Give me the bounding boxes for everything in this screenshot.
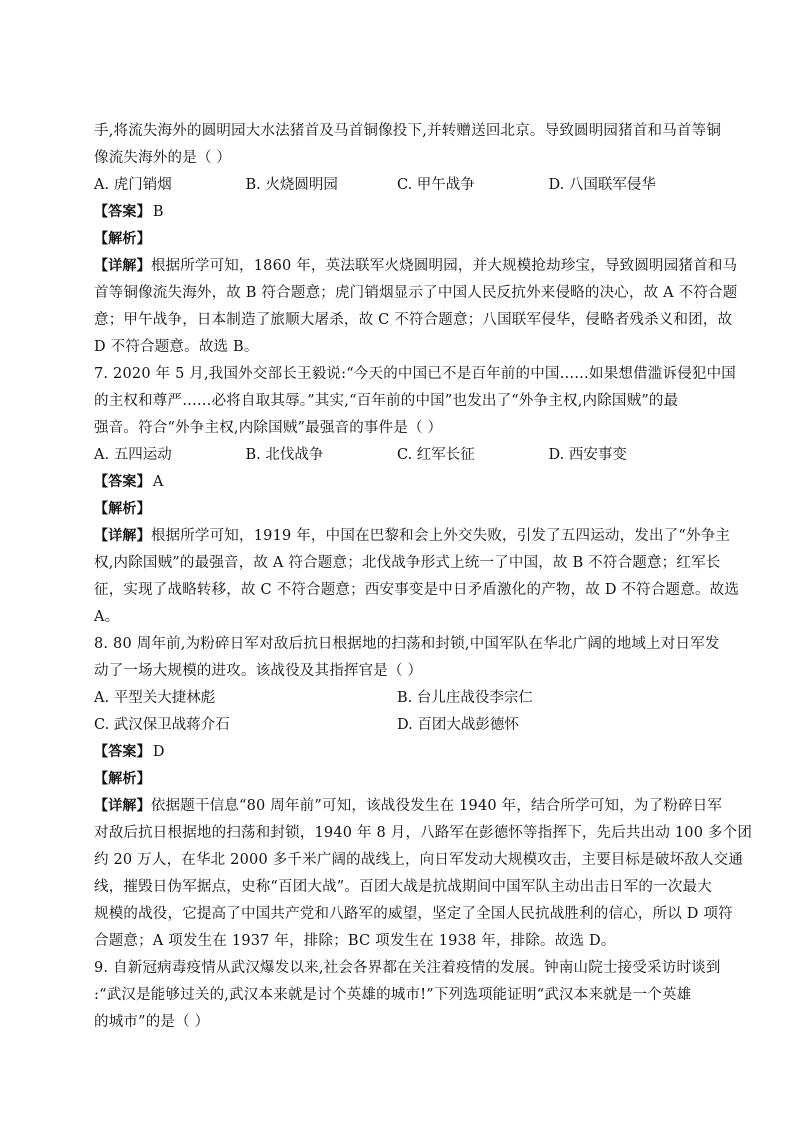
detail-line: 合题意；A 项发生在 1937 年，排除；BC 项发生在 1938 年，排除。故选 D。 xyxy=(94,933,616,949)
options-row xyxy=(94,712,700,739)
answer-label: 【答案】 xyxy=(94,204,151,220)
detail-line: 规模的战役，它提高了中国共产党和八路军的威望，坚定了全国人民抗战胜利的信心，所以 D 项符 xyxy=(94,906,733,922)
analysis-line xyxy=(94,496,700,523)
answer-line xyxy=(94,469,700,496)
question-8 xyxy=(94,631,753,955)
detail-label: 【详解】 xyxy=(94,258,151,274)
question-7 xyxy=(94,361,740,631)
question-stem-line: 8. 80 周年前,为粉碎日军对敌后抗日根据地的扫荡和封锁,中国军队在华北广阔的地域上对日军发 xyxy=(94,636,720,652)
options-row xyxy=(94,685,700,712)
question-6 xyxy=(94,118,738,361)
question-9 xyxy=(94,955,721,1036)
option-c: C. 甲午战争 xyxy=(397,177,475,193)
analysis-label: 【解析】 xyxy=(94,771,151,787)
question-stem-line: 强音。符合“外争主权,内除国贼”最强音的事件是（ ） xyxy=(94,420,443,436)
option-a: A. 五四运动 xyxy=(94,447,172,463)
detail-label: 【详解】 xyxy=(94,798,151,814)
detail-line: 征，实现了战略转移，故 C 不符合题意；西安事变是中日矛盾激化的产物，故 D 不符合题意。故选 xyxy=(94,582,740,598)
option-c: C. 红军长征 xyxy=(397,447,475,463)
question-stem-line: 手,将流失海外的圆明园大水法猪首及马首铜像投下,并转赠送回北京。导致圆明园猪首和马首等铜 xyxy=(94,123,722,139)
detail-line: 权,内除国贼”的最强音，故 A 符合题意；北伐战争形式上统一了中国，故 B 不符合题意；红军长 xyxy=(94,555,721,571)
option-c: C. 武汉保卫战蒋介石 xyxy=(94,717,230,733)
analysis-line xyxy=(94,226,700,253)
detail-line xyxy=(94,523,731,550)
answer-label: 【答案】 xyxy=(94,474,151,490)
detail-text: 依据题干信息“80 周年前”可知，该战役发生在 1940 年，结合所学可知，为了粉碎日军 xyxy=(150,798,723,814)
detail-text: 根据所学可知，1860 年，英法联军火烧圆明园，并大规模抢劫珍宝，导致圆明园猪首和马 xyxy=(150,258,738,274)
detail-line: 约 20 万人，在华北 2000 多千米广阔的战线上，向日军发动大规模攻击，主要目标是破坏敌人交通 xyxy=(94,852,744,868)
question-stem-line: 7. 2020 年 5 月,我国外交部长王毅说:“今天的中国已不是百年前的中国……如果想借滥诉侵犯中国 xyxy=(94,366,737,382)
question-stem-line: 的主权和尊严……必将自取其辱。”其实,“百年前的中国”也发出了“外争主权,内除国贼”的最 xyxy=(94,393,679,409)
detail-line: 首等铜像流失海外，故 B 符合题意；虎门销烟显示了中国人民反抗外来侵略的决心，故 A 不符合题 xyxy=(94,285,738,301)
question-stem-line: 动了一场大规模的进攻。该战役及其指挥官是（ ） xyxy=(94,663,423,679)
answer-value: D xyxy=(152,744,165,760)
answer-line xyxy=(94,199,700,226)
option-d: D. 八国联军侵华 xyxy=(548,177,656,193)
detail-line: 对敌后抗日根据地的扫荡和封锁，1940 年 8 月，八路军在彭德怀等指挥下，先后共出动 100 多个团 xyxy=(94,825,753,841)
option-a: A. 虎门销烟 xyxy=(94,177,172,193)
question-stem-line: 的城市”的是（ ） xyxy=(94,1014,210,1030)
detail-text: 根据所学可知，1919 年，中国在巴黎和会上外交失败，引发了五四运动，发出了“外争主 xyxy=(150,528,731,544)
detail-line: 线，摧毁日伪军据点，史称“百团大战”。百团大战是抗战期间中国军队主动出击日军的一次最大 xyxy=(94,879,712,895)
answer-label: 【答案】 xyxy=(94,744,151,760)
option-d: D. 百团大战彭德怀 xyxy=(397,717,519,733)
answer-value: B xyxy=(152,204,164,220)
options-row xyxy=(94,172,700,199)
options-row xyxy=(94,442,700,469)
option-a: A. 平型关大捷林彪 xyxy=(94,690,216,706)
detail-line: A。 xyxy=(94,609,120,625)
answer-value: A xyxy=(152,474,164,490)
option-d: D. 西安事变 xyxy=(548,447,627,463)
detail-line: 意；甲午战争，日本制造了旅顺大屠杀，故 C 不符合题意；八国联军侵华，侵略者残杀义和团，故 xyxy=(94,312,733,328)
detail-line xyxy=(94,253,738,280)
question-stem-line: :“武汉是能够过关的,武汉本来就是讨个英雄的城市!”下列选项能证明“武汉本来就是一个英雄 xyxy=(94,987,692,1003)
analysis-label: 【解析】 xyxy=(94,501,151,517)
option-b: B. 北伐战争 xyxy=(245,447,324,463)
analysis-line xyxy=(94,766,700,793)
detail-line: D 不符合题意。故选 B。 xyxy=(94,339,259,355)
question-stem-line: 像流失海外的是（ ） xyxy=(94,150,232,166)
answer-line xyxy=(94,739,700,766)
detail-line xyxy=(94,793,723,820)
question-stem-line: 9. 自新冠病毒疫情从武汉爆发以来,社会各界都在关注着疫情的发展。钟南山院士接受采访时谈到 xyxy=(94,960,721,976)
detail-label: 【详解】 xyxy=(94,528,151,544)
option-b: B. 台儿庄战役李宗仁 xyxy=(397,690,533,706)
analysis-label: 【解析】 xyxy=(94,231,151,247)
option-b: B. 火烧圆明园 xyxy=(245,177,338,193)
